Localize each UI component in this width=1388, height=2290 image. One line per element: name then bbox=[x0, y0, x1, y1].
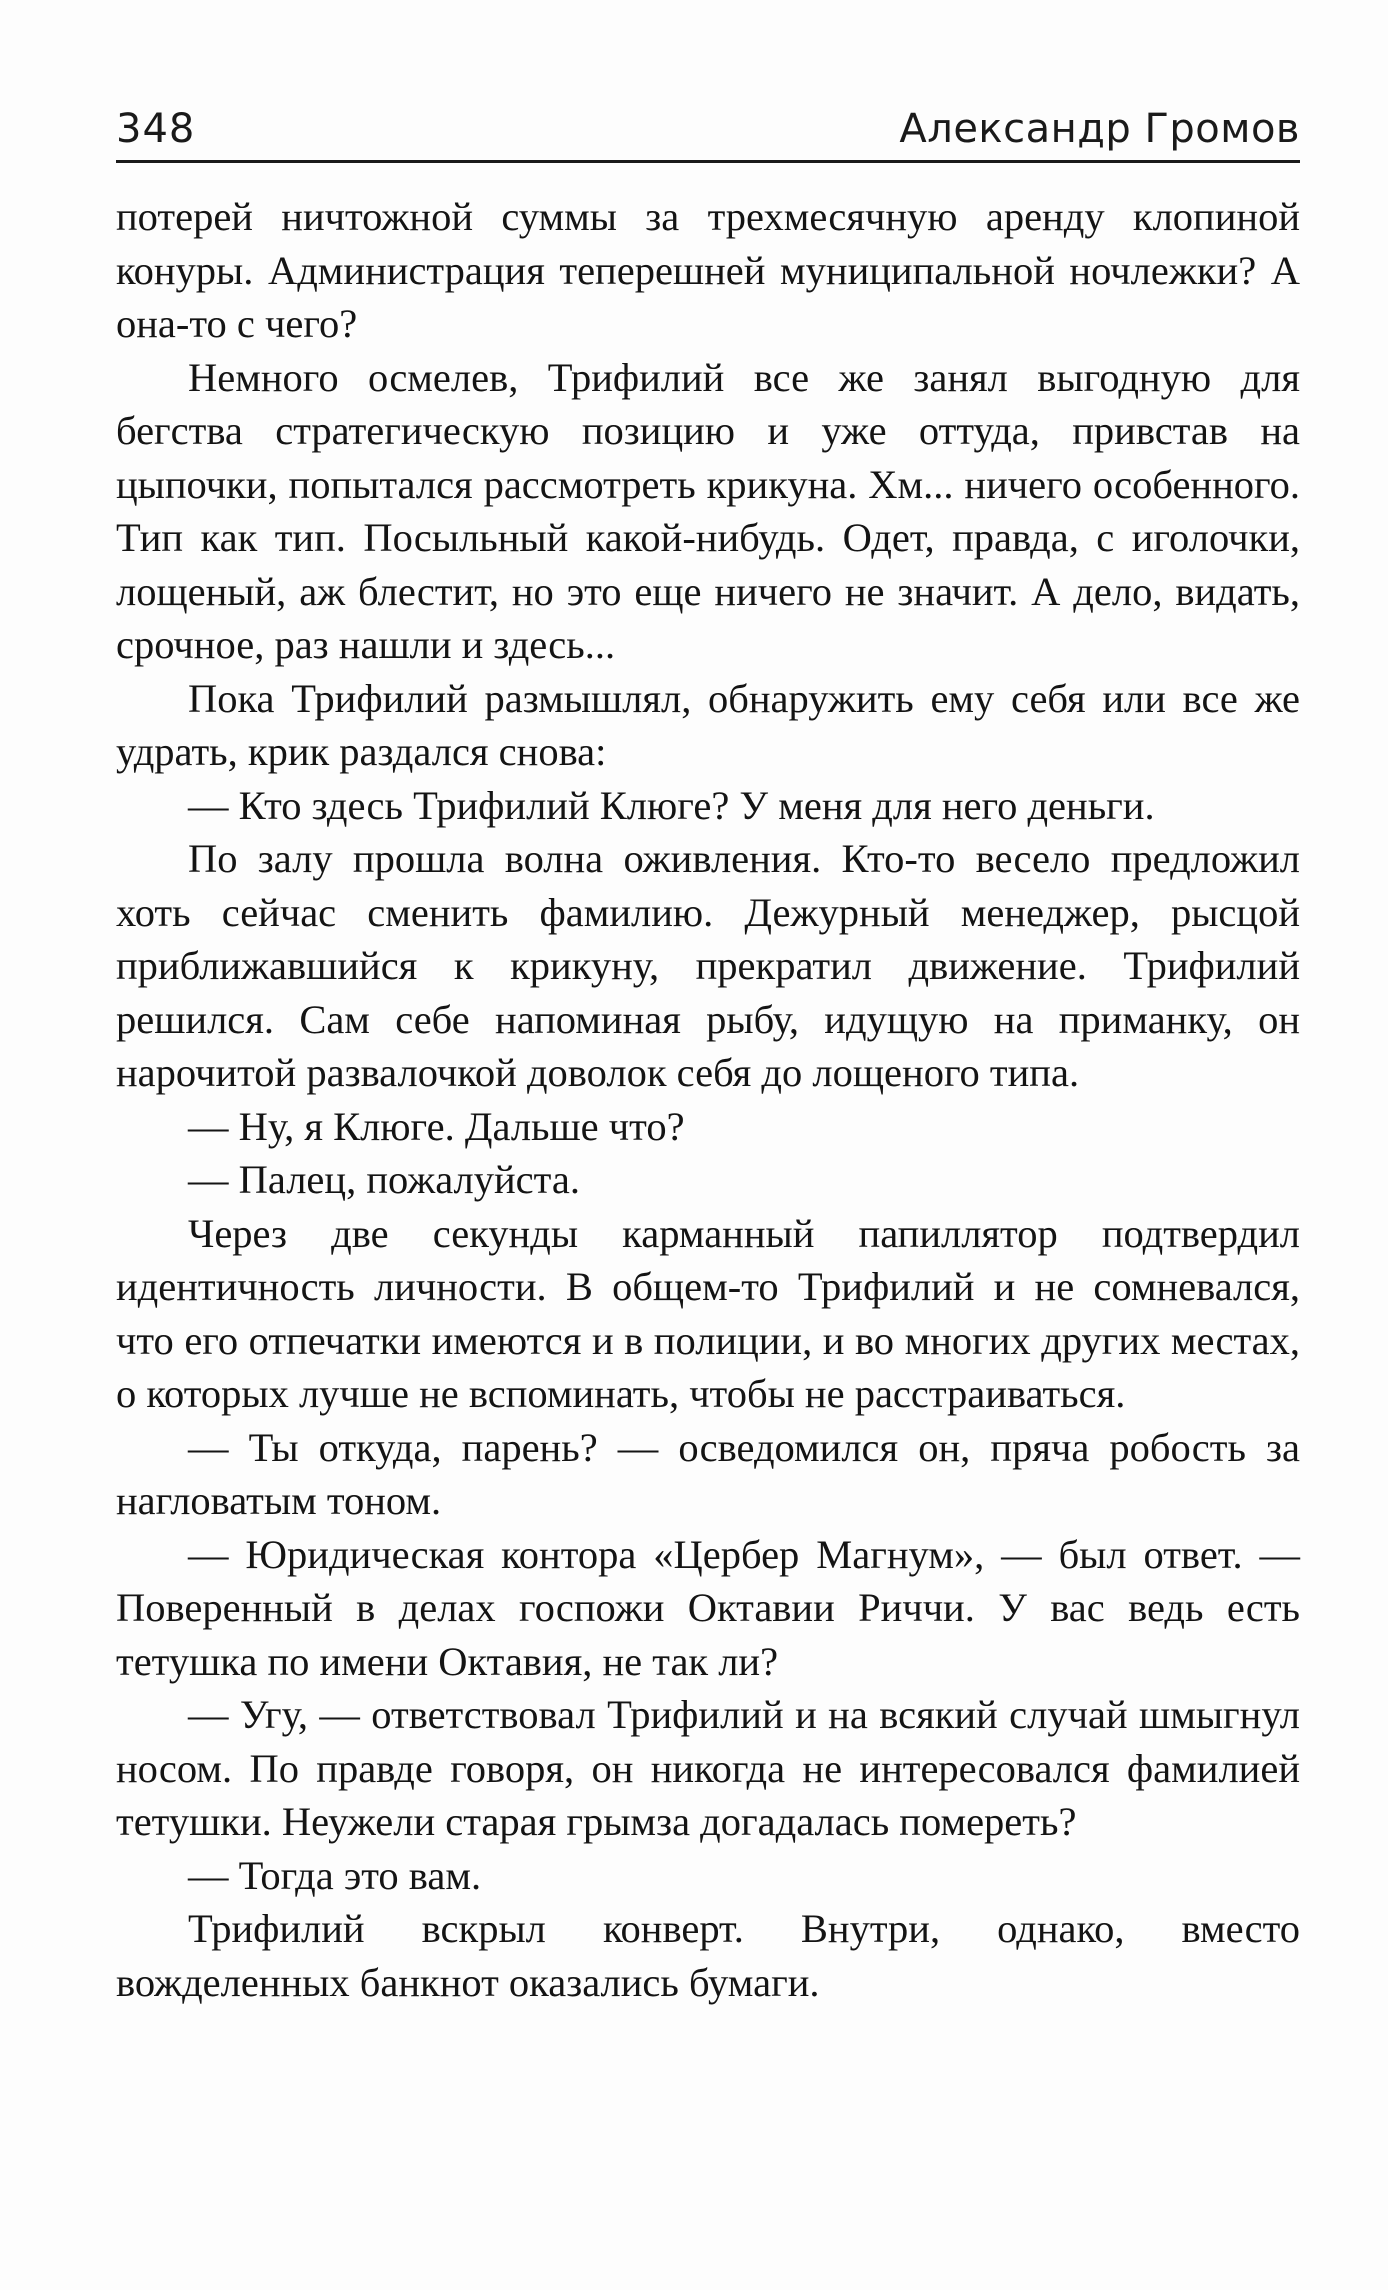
page-number: 348 bbox=[116, 106, 196, 152]
paragraph: Немного осмелев, Трифилий все же занял выгодную для бегства стратегическую позицию и уже оттуда, привстав на цыпочки, попытался рассмотреть крикуна. Хм... ничего особенного. Тип как тип. Посыльный какой-нибудь. Одет, правда, с иголочки, лощеный, аж блестит, но это еще ничего не значит. А дело, видать, срочное, раз нашли и здесь... bbox=[116, 354, 1300, 667]
running-head-author: Александр Громов bbox=[899, 106, 1300, 152]
dialogue-line: — Угу, — ответствовал Трифилий и на всякий случай шмыгнул носом. По правде говоря, он никогда не интересовался фамилией тетушки. Неужели старая грымза догадалась помереть? bbox=[116, 1692, 1300, 1844]
page-header bbox=[116, 100, 1300, 162]
dialogue-line: — Палец, пожалуйста. bbox=[188, 1157, 580, 1202]
header-rule bbox=[116, 160, 1300, 163]
dialogue-line: — Юридическая контора «Цербер Магнум», — был ответ. — Поверенный в делах госпожи Октавии Риччи. У вас ведь есть тетушка по имени Октавия, не так ли? bbox=[116, 1531, 1300, 1684]
paragraph: Трифилий вскрыл конверт. Внутри, однако, вместо вожделенных банкнот оказались бумаги. bbox=[116, 1906, 1300, 2005]
dialogue-line: — Ты откуда, парень? — осведомился он, пряча робость за нагловатым тоном. bbox=[116, 1424, 1300, 1523]
dialogue-line: — Тогда это вам. bbox=[188, 1852, 482, 1898]
dialogue-line: — Кто здесь Трифилий Клюге? У меня для него деньги. bbox=[188, 782, 1155, 828]
paragraph: Пока Трифилий размышлял, обнаружить ему себя или все же удрать, крик раздался снова: bbox=[116, 675, 1300, 774]
paragraph-continued: потерей ничтожной суммы за трехмесячную аренду клопиной конуры. Администрация теперешней муниципальной ночлежки? А она-то с чего? bbox=[116, 194, 1300, 346]
paragraph: Через две секунды карманный папиллятор подтвердил идентичность личности. В общем-то Трифилий и не сомневался, что его отпечатки имеются и в полиции, и во многих других местах, о которых лучше не вспоминать, чтобы не расстраиваться. bbox=[116, 1210, 1300, 1416]
paragraph: По залу прошла волна оживления. Кто-то весело предложил хоть сейчас сменить фамилию. Дежурный менеджер, рысцой приближавшийся к крикуну, прекратил движение. Трифилий решился. Сам себе напоминая рыбу, идущую на приманку, он нарочитой развалочкой доволок себя до лощеного типа. bbox=[116, 836, 1300, 1095]
dialogue-line: — Ну, я Клюге. Дальше что? bbox=[188, 1103, 685, 1149]
body-text bbox=[116, 190, 1300, 2009]
